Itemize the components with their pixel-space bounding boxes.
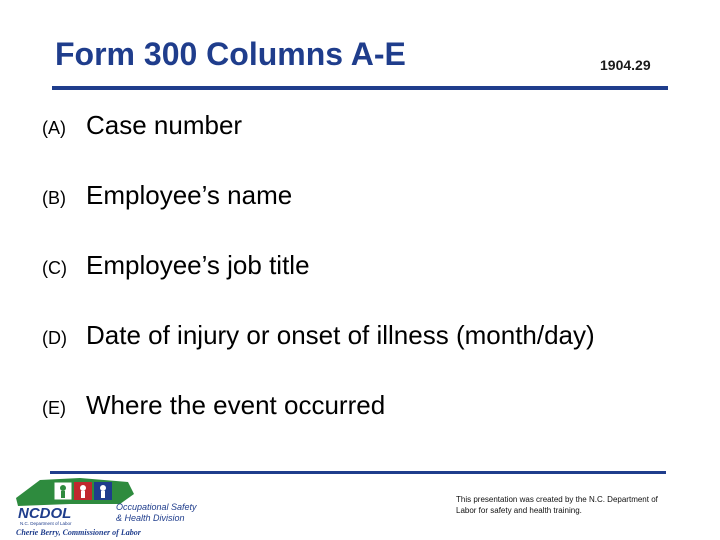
item-text: Employee’s job title	[86, 250, 310, 280]
logo-division-line2: & Health Division	[116, 513, 185, 523]
column-item-e	[42, 390, 385, 421]
item-letter: (A)	[42, 118, 66, 138]
item-letter: (E)	[42, 398, 66, 418]
item-text: Where the event occurred	[86, 390, 386, 420]
logo-commissioner: Cherie Berry, Commissioner of Labor	[16, 528, 141, 537]
item-letter: (D)	[42, 328, 67, 348]
column-item-b	[42, 180, 292, 211]
slide-title: Form 300 Columns A-E	[55, 36, 406, 72]
item-text: Date of injury or onset of illness (month/day)	[86, 320, 595, 350]
logo-division-line1: Occupational Safety	[116, 502, 197, 512]
worker-icon	[100, 485, 106, 491]
footer-note: This presentation was created by the N.C. Department of Labor for safety and health training.	[456, 495, 658, 515]
column-item-a	[42, 110, 242, 141]
item-text: Employee’s name	[86, 180, 293, 210]
logo-acronym: NCDOL	[18, 505, 72, 522]
ncdol-logo	[10, 474, 230, 538]
item-letter: (B)	[42, 188, 66, 208]
item-letter: (C)	[42, 258, 67, 278]
regulation-number: 1904.29	[600, 57, 651, 73]
column-item-c	[42, 250, 310, 281]
logo-department: N.C. Department of Labor	[20, 521, 72, 526]
worker-icon	[80, 485, 86, 491]
column-item-d	[42, 320, 595, 351]
worker-icon	[60, 485, 66, 491]
item-text: Case number	[86, 110, 243, 140]
title-divider	[52, 86, 668, 90]
